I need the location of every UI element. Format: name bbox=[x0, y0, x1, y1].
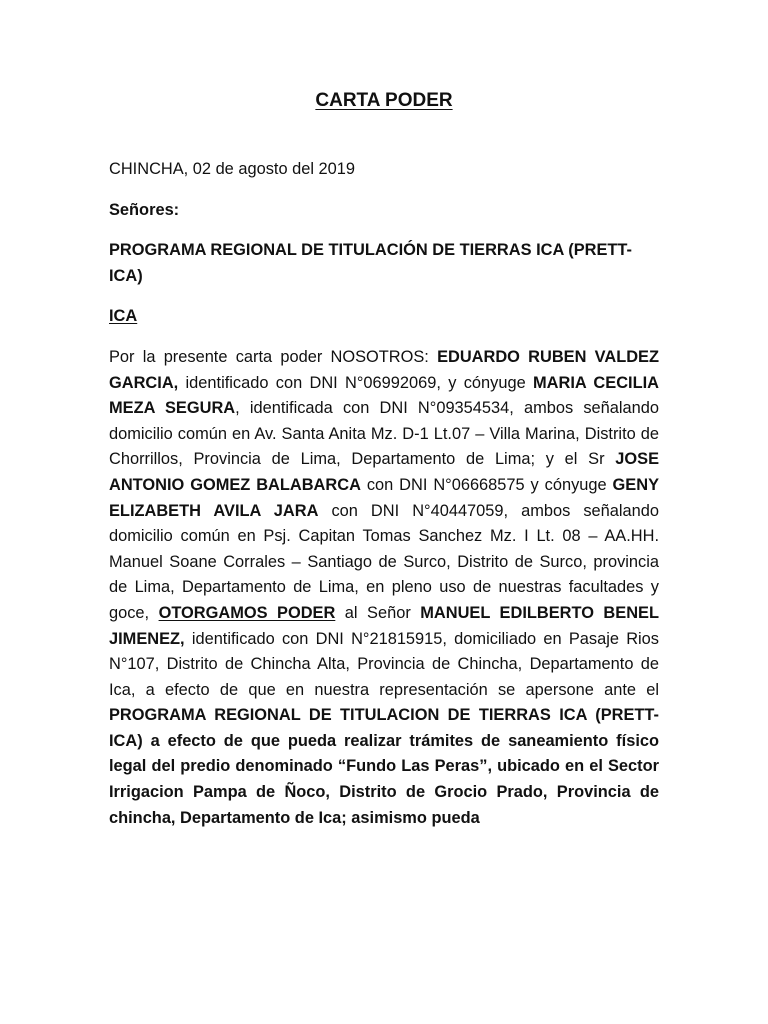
body-text-3: , identificada con DNI N°09354534, ambos señalando domicilio común en Av. Santa Anita Mz. D-1 Lt.07 – Villa Marina, Distrito de Chorrillos, Provincia de Lima, Departamento de Lima; y el Sr bbox=[109, 399, 659, 469]
document-content bbox=[109, 157, 659, 846]
body-bold-purpose: PROGRAMA REGIONAL DE TITULACION DE TIERRAS ICA (PRETT-ICA) a efecto de que pueda realizar trámites de saneamiento físico legal del predio denominado “Fundo Las Peras”, ubicado en el Sector Irrigacion Pampa de Ñoco, Distrito de Grocio Prado, Provincia de chincha, Departamento de Ica; asimismo pueda bbox=[109, 706, 659, 827]
body-text-5: con DNI N°40447059, ambos señalando domicilio común en Psj. Capitan Tomas Sanchez Mz. I Lt. 08 – AA.HH. Manuel Soane Corrales – Santiago de Surco, Distrito de Surco, provincia de Lima, Departamento de Lima, en pleno uso de nuestras facultades y goce, bbox=[109, 501, 660, 622]
body-text-6: al Señor bbox=[335, 603, 421, 622]
grantor-2-name: MARIA CECILIA MEZA SEGURA bbox=[109, 373, 659, 418]
body-text-2: identificado con DNI N°06992069, y cónyuge bbox=[178, 373, 533, 392]
document-title bbox=[0, 90, 768, 112]
place-date: CHINCHA, 02 de agosto del 2019 bbox=[109, 160, 356, 178]
addressee-city bbox=[109, 304, 659, 330]
title-text: CARTA PODER bbox=[315, 90, 453, 111]
salutation: Señores: bbox=[109, 200, 180, 219]
body-text-1: Por la presente carta poder NOSOTROS: bbox=[109, 347, 438, 366]
grant-power-phrase: OTORGAMOS PODER bbox=[158, 603, 336, 622]
addressee: PROGRAMA REGIONAL DE TITULACIÓN DE TIERRAS ICA (PRETT-ICA) bbox=[109, 241, 632, 285]
body-text-7: identificado con DNI N°21815915, domiciliado en Pasaje Rios N°107, Distrito de Chincha Alta, Provincia de Chincha, Departamento de Ica, a efecto de que en nuestra representación se apersone ante el bbox=[109, 629, 659, 699]
body-paragraph bbox=[109, 345, 659, 831]
body-text-4: con DNI N°06668575 y cónyuge bbox=[360, 475, 613, 494]
attorney-name: MANUEL EDILBERTO BENEL JIMENEZ, bbox=[109, 603, 659, 648]
addressee-city-text: ICA bbox=[109, 307, 138, 326]
grantor-1-name: EDUARDO RUBEN VALDEZ GARCIA, bbox=[109, 347, 659, 392]
grantor-4-name: GENY ELIZABETH AVILA JARA bbox=[109, 475, 659, 520]
grantor-3-name: JOSE ANTONIO GOMEZ BALABARCA bbox=[109, 450, 659, 494]
